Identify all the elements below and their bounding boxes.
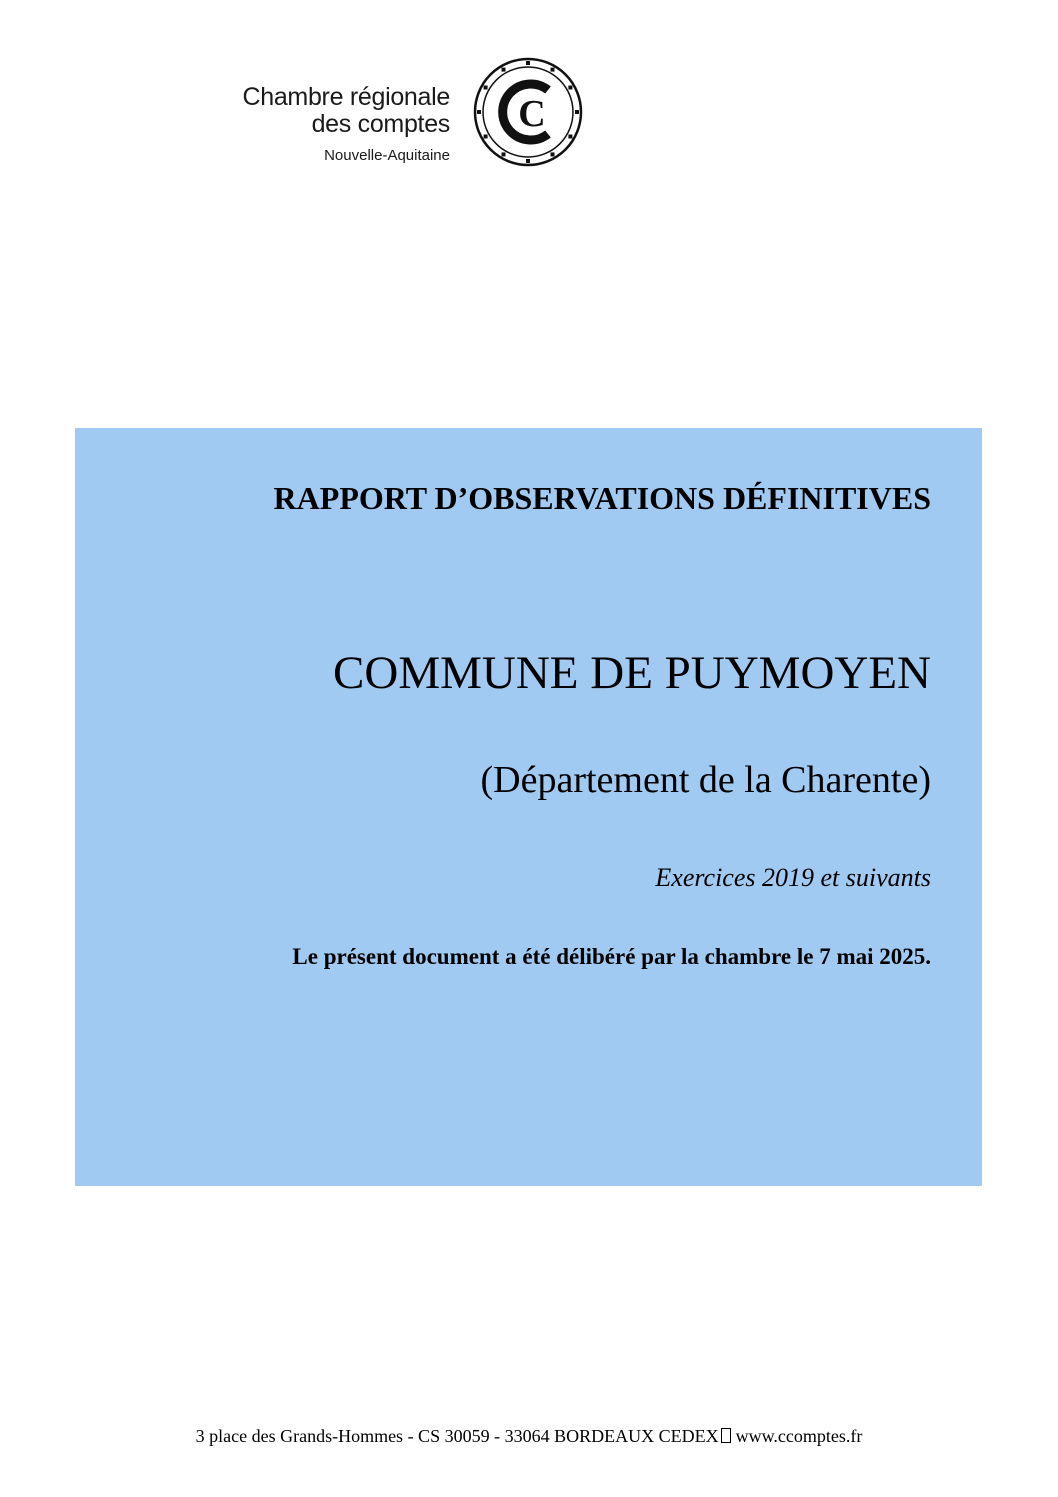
footer-website[interactable]: www.ccomptes.fr	[735, 1426, 863, 1446]
footer-address: 3 place des Grands-Hommes - CS 30059 - 33064 BORDEAUX CEDEX	[195, 1426, 719, 1446]
separator-icon	[721, 1428, 731, 1443]
logo-line-2: des comptes	[311, 110, 450, 138]
seal-icon	[472, 56, 584, 168]
logo-region: Nouvelle-Aquitaine	[324, 147, 450, 164]
institution-logo	[200, 56, 600, 171]
seal-dot	[502, 152, 506, 156]
logo-text	[242, 84, 450, 165]
deliberation-note: Le présent document a été délibéré par la chambre le 7 mai 2025.	[292, 944, 931, 969]
seal-dot	[484, 135, 488, 139]
period-label: Exercices 2019 et suivants	[655, 863, 931, 892]
page-footer	[0, 1426, 1058, 1447]
seal-letter: C	[518, 93, 546, 135]
seal-dot	[575, 110, 579, 114]
seal-dot	[484, 86, 488, 90]
report-type: RAPPORT D’OBSERVATIONS DÉFINITIVES	[273, 480, 931, 516]
logo-line-1: Chambre régionale	[242, 83, 450, 111]
entity-title: COMMUNE DE PUYMOYEN	[333, 647, 931, 699]
seal-dot	[526, 159, 530, 163]
seal-dot	[551, 68, 555, 72]
cover-panel	[75, 428, 982, 1186]
seal-dot	[502, 68, 506, 72]
seal-dot	[477, 110, 481, 114]
seal-dot	[551, 152, 555, 156]
seal-dot	[568, 135, 572, 139]
seal-dot	[568, 86, 572, 90]
department-subtitle: (Département de la Charente)	[480, 759, 931, 801]
seal-dot	[526, 61, 530, 65]
